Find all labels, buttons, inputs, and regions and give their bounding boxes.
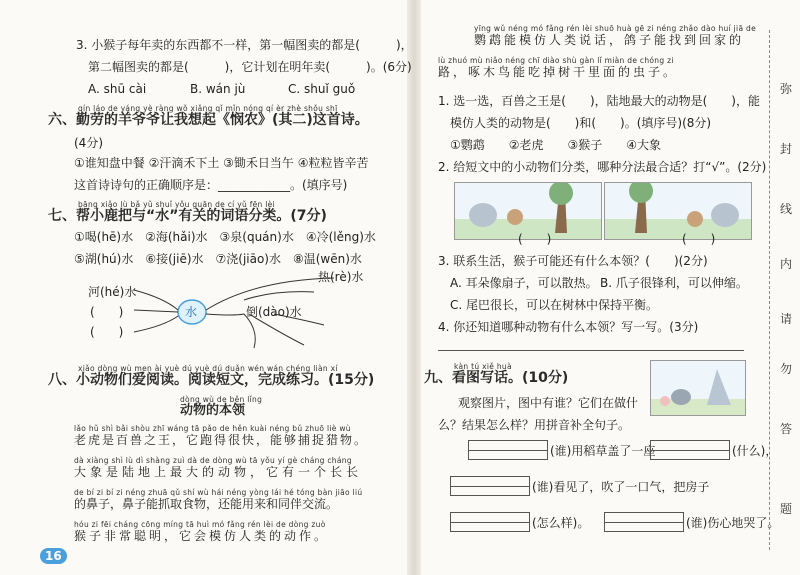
r-q2-text: 2. 给短文中的小动物们分类，哪种分法最合适？打“√”。(2分) (438, 160, 767, 174)
diagram-center: 水 (185, 305, 198, 319)
side-char-7: 答 (779, 422, 792, 436)
s8-line2-pinyin: dà xiàng shì lù dì shàng zuì dà de dòng wù tā yǒu yí gè cháng cháng (74, 456, 352, 465)
top-line2: 路，啄木鸟能吃掉树干里面的虫子。 (438, 65, 679, 79)
q3-line2: 第二幅图卖的都是( )，它计划在明年卖( )。(6分) (88, 60, 412, 74)
diagram-mid: 倒(dào)水 (246, 305, 302, 319)
r-q1-line2: 模仿人类的动物是( )和( )。(填序号)(8分) (450, 116, 712, 130)
pinyin-box-5[interactable] (604, 512, 684, 532)
r-q3-c: C. 尾巴很长，可以在树林中保持平衡。 (450, 298, 659, 312)
s8-line1: 老虎是百兽之王，它跑得很快，能够捕捉猎物。 (74, 433, 369, 447)
q2-mark-1[interactable]: ( ) (518, 232, 552, 246)
r-q3-text: 3. 联系生活，猴子可能还有什么本领？( )(2分) (438, 254, 708, 268)
s6-title: 六、勤劳的羊爷爷让我想起《悯农》(其二)这首诗。 (48, 112, 369, 128)
s9-fill-3a: (怎么样)。 (532, 516, 590, 530)
s9-fill-1b: (什么)， (732, 444, 778, 458)
seal-line (769, 30, 770, 550)
q3-line1: 3. 小猴子每年卖的东西都不一样，第一幅图卖的都是( )， (76, 38, 413, 52)
three-pigs-picture (650, 360, 746, 416)
r-q4-text: 4. 你还知道哪种动物有什么本领？写一写。(3分) (438, 320, 699, 334)
top-line1: 鹦鹉能模仿人类说话，鸽子能找到回家的 (474, 33, 745, 47)
s7-title: 七、帮小鹿把与“水”有关的词语分类。(7分) (48, 208, 327, 224)
s8-line3: 的鼻子，鼻子能抓取食物，还能用来和同伴交流。 (74, 497, 339, 511)
s8-line1-pinyin: lǎo hǔ shì bǎi shòu zhī wáng tā pǎo de hěn kuài néng bǔ zhuō liè wù (74, 424, 351, 433)
s7-row1: ①喝(hē)水 ②海(hǎi)水 ③泉(quán)水 ④冷(lěng)水 (74, 230, 376, 244)
s6-answer[interactable]: 这首诗诗句的正确顺序是：____________。(填序号) (74, 178, 348, 192)
side-char-6: 勿 (779, 362, 792, 376)
side-char-8: 题 (779, 502, 792, 516)
s9-prompt-1: 观察图片，图中有谁？它们在做什 (458, 396, 639, 410)
side-char-1: 弥 (779, 82, 792, 96)
s7-row2: ⑤湖(hú)水 ⑥接(jiē)水 ⑦浇(jiāo)水 ⑧温(wēn)水 (74, 252, 362, 266)
q4-answer-line[interactable] (438, 350, 744, 351)
s9-fill-1a: (谁)用稻草盖了一座 (550, 444, 656, 458)
s8-line4: 猴子非常聪明，它会模仿人类的动作。 (74, 529, 330, 543)
side-char-4: 内 (779, 257, 792, 271)
s8-line3-pinyin: de bí zi bí zi néng zhuā qǔ shí wù hái néng yòng lái hé tóng bàn jiāo liú (74, 488, 363, 497)
q3-option-a: A. shū cài (88, 82, 147, 96)
right-page (418, 0, 800, 575)
side-char-5: 请 (779, 312, 792, 326)
r-q1-line1: 1. 选一选，百兽之王是( )，陆地最大的动物是( )，能 (438, 94, 760, 108)
s6-items: ①谁知盘中餐 ②汗滴禾下土 ③锄禾日当午 ④粒粒皆辛苦 (74, 156, 369, 170)
q3-option-c: C. shuǐ guǒ (288, 82, 356, 96)
s8-subtitle: 动物的本领 (180, 403, 246, 418)
s8-title: 八、小动物们爱阅读。阅读短文，完成练习。(15分) (48, 372, 375, 388)
diagram-blank-2[interactable]: ( ) (90, 325, 124, 339)
r-q3-b: B. 爪子很锋利，可以伸缩。 (600, 276, 748, 290)
diagram-left: 河(hé)水 (88, 285, 137, 299)
s8-pinyin: xiǎo dòng wù men ài yuè dú yuè dú duǎn wén wán chéng liàn xí (78, 364, 338, 373)
s9-title: 九、看图写话。(10分) (424, 370, 569, 386)
s8-subtitle-pinyin: dòng wù de běn lǐng (180, 395, 263, 404)
classification-picture-2 (604, 182, 752, 240)
s9-fill-3b: (谁)伤心地哭了。 (686, 516, 780, 530)
s8-line4-pinyin: hóu zi fēi cháng cōng míng tā huì mó fǎng rén lèi de dòng zuò (74, 520, 326, 529)
page-number: 16 (40, 548, 67, 564)
s9-pinyin: kàn tú xiě huà (454, 362, 512, 371)
q2-mark-2[interactable]: ( ) (682, 232, 716, 246)
pinyin-box-3[interactable] (450, 476, 530, 496)
s8-line2: 大象是陆地上最大的动物，它有一个长长 (74, 465, 363, 479)
r-q1-options: ①鹦鹉 ②老虎 ③猴子 ④大象 (450, 138, 662, 152)
top-line2-pinyin: lù zhuó mù niǎo néng chī diào shù gàn lǐ miàn de chóng zi (438, 56, 674, 65)
pinyin-box-4[interactable] (450, 512, 530, 532)
diagram-blank-1[interactable]: ( ) (90, 305, 124, 319)
s9-fill-2: (谁)看见了，吹了一口气，把房子 (532, 480, 710, 494)
q3-option-b: B. wán jù (190, 82, 246, 96)
r-q3-a: A. 耳朵像扇子，可以散热。 (450, 276, 598, 290)
diagram-top-right: 热(rè)水 (318, 270, 364, 284)
top-line1-pinyin: yīng wǔ néng mó fǎng rén lèi shuō huà gē zi néng zhǎo dào huí jiā de (474, 24, 756, 33)
pinyin-box-1[interactable] (468, 440, 548, 460)
s6-score: (4分) (74, 136, 103, 150)
s9-prompt-2: 么？结果怎么样？用拼音补全句子。 (438, 418, 631, 432)
side-char-3: 线 (779, 202, 792, 216)
s6-pinyin: qín láo de yáng yè ràng wǒ xiǎng qǐ mǐn nóng qí èr zhè shǒu shī (78, 104, 338, 113)
pinyin-box-2[interactable] (650, 440, 730, 460)
side-char-2: 封 (779, 142, 792, 156)
s7-pinyin: bāng xiǎo lù bǎ yǔ shuǐ yǒu guān de cí yǔ fēn lèi (78, 200, 275, 209)
